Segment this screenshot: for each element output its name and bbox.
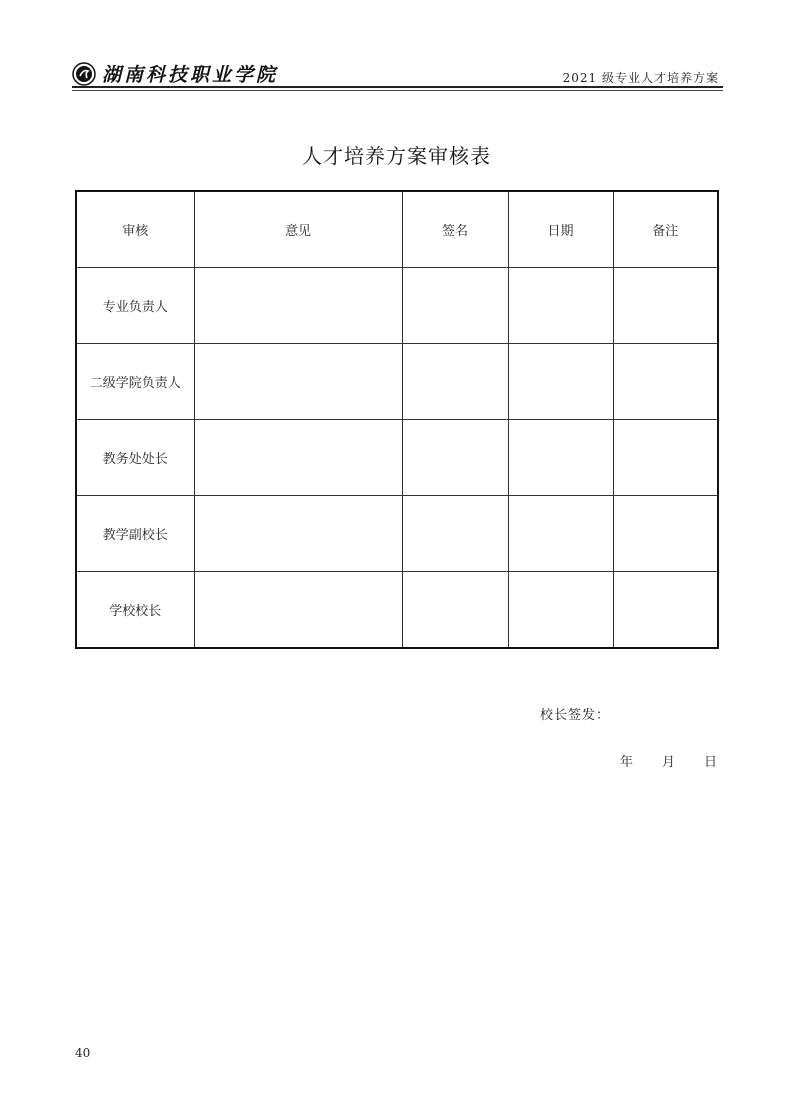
reviewer-label: 教务处处长 bbox=[76, 420, 194, 496]
school-logo bbox=[72, 60, 278, 87]
opinion-cell[interactable] bbox=[194, 572, 402, 649]
header-rule bbox=[72, 86, 723, 88]
date-day-label: 日 bbox=[704, 755, 718, 770]
signature-cell[interactable] bbox=[402, 420, 508, 496]
date-cell[interactable] bbox=[508, 572, 613, 649]
header-cell-review: 审核 bbox=[76, 191, 194, 268]
page-title: 人才培养方案审核表 bbox=[302, 144, 491, 168]
opinion-cell[interactable] bbox=[194, 268, 402, 344]
header-cell-signature: 签名 bbox=[402, 191, 508, 268]
header-rule-thin bbox=[72, 90, 723, 91]
date-month-label: 月 bbox=[662, 755, 676, 770]
signature-cell[interactable] bbox=[402, 496, 508, 572]
reviewer-label: 教学副校长 bbox=[76, 496, 194, 572]
table-row bbox=[76, 420, 718, 496]
signature-cell[interactable] bbox=[402, 572, 508, 649]
school-seal-icon bbox=[72, 62, 96, 86]
remarks-cell[interactable] bbox=[613, 572, 718, 649]
principal-signature-label: 校长签发： bbox=[540, 708, 611, 723]
school-name: 湖南科技职业学院 bbox=[102, 64, 279, 86]
opinion-cell[interactable] bbox=[194, 344, 402, 420]
review-table bbox=[75, 190, 719, 649]
header-cell-remarks: 备注 bbox=[613, 191, 718, 268]
document-title: 2021 级专业人才培养方案 bbox=[562, 71, 719, 85]
signature-cell[interactable] bbox=[402, 344, 508, 420]
opinion-cell[interactable] bbox=[194, 496, 402, 572]
date-cell[interactable] bbox=[508, 496, 613, 572]
remarks-cell[interactable] bbox=[613, 344, 718, 420]
date-cell[interactable] bbox=[508, 420, 613, 496]
table-row bbox=[76, 572, 718, 649]
header-cell-date: 日期 bbox=[508, 191, 613, 268]
date-cell[interactable] bbox=[508, 268, 613, 344]
page-number: 40 bbox=[75, 1046, 91, 1060]
reviewer-label: 二级学院负责人 bbox=[76, 344, 194, 420]
date-cell[interactable] bbox=[508, 344, 613, 420]
reviewer-label: 学校校长 bbox=[76, 572, 194, 649]
signature-cell[interactable] bbox=[402, 268, 508, 344]
remarks-cell[interactable] bbox=[613, 420, 718, 496]
remarks-cell[interactable] bbox=[613, 496, 718, 572]
table-row bbox=[76, 344, 718, 420]
remarks-cell[interactable] bbox=[613, 268, 718, 344]
table-row bbox=[76, 496, 718, 572]
opinion-cell[interactable] bbox=[194, 420, 402, 496]
header-cell-opinion: 意见 bbox=[194, 191, 402, 268]
table-row bbox=[76, 268, 718, 344]
reviewer-label: 专业负责人 bbox=[76, 268, 194, 344]
date-year-label: 年 bbox=[620, 755, 634, 770]
table-header-row bbox=[76, 191, 718, 268]
page-header bbox=[72, 60, 723, 90]
